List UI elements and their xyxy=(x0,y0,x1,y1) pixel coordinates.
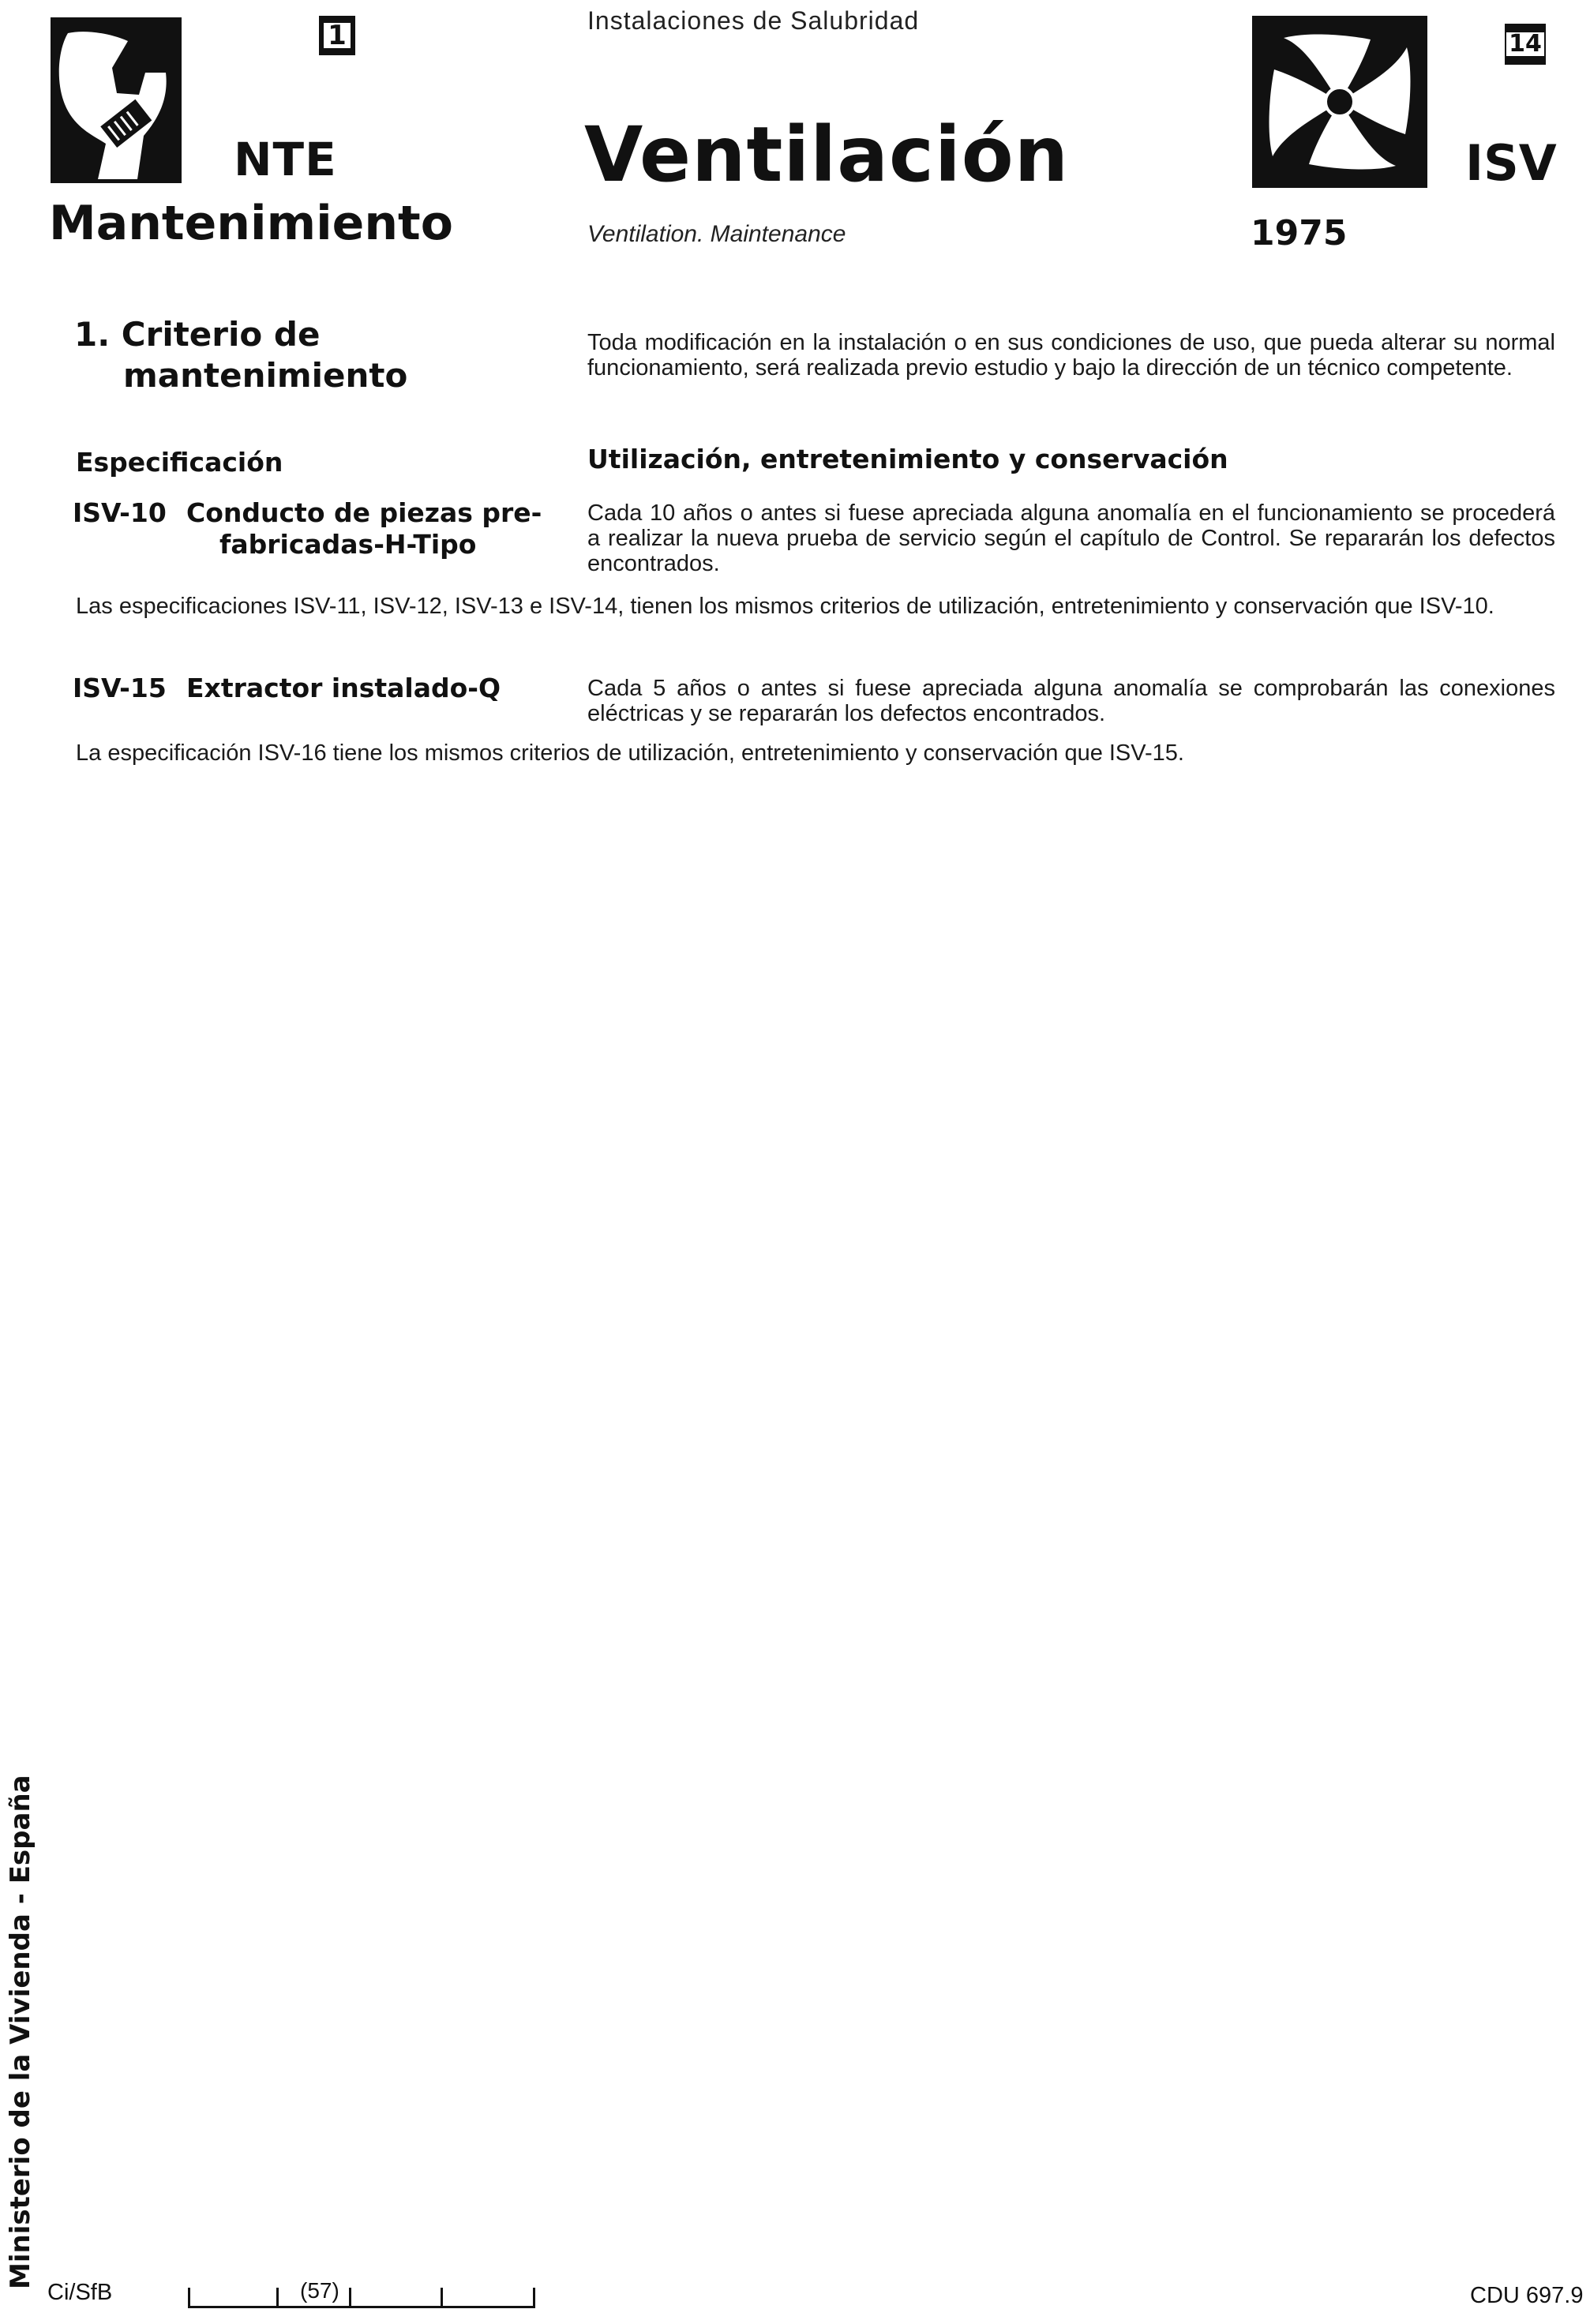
spec-code-isv15: ISV-15 xyxy=(73,673,167,703)
utilizacion-heading: Utilización, entretenimiento y conservación xyxy=(587,444,1228,474)
cdu-code: CDU 697.9 xyxy=(1470,2283,1584,2308)
scale-tick xyxy=(276,2288,279,2308)
standard-code: ISV xyxy=(1465,134,1557,192)
intro-paragraph: Toda modificación en la instalación o en sus condiciones de uso, que pueda alterar su normal funcionamiento, será realizada previo estudio y bajo la dirección de un técnico competente. xyxy=(587,330,1555,380)
nte-label: NTE xyxy=(234,133,337,186)
scale-tick xyxy=(188,2288,190,2308)
spec-text-isv10: Cada 10 años o antes si fuese apreciada alguna anomalía en el funcionamiento se procederá a realizar la nueva prueba de servicio según el capítulo de Control. Se repararán los defectos encontrados. xyxy=(587,500,1555,576)
spec-code-isv10: ISV-10 xyxy=(73,497,167,528)
note-isv16: La especificación ISV-16 tiene los mismos criterios de utilización, entretenimiento y conservación que ISV-15. xyxy=(76,740,1184,766)
spec-text-isv15: Cada 5 años o antes si fuese apreciada alguna anomalía se comprobarán las conexiones eléctricas y se repararán los defectos encontrados. xyxy=(587,676,1555,726)
spec-name-line2: fabricadas-H-Tipo xyxy=(219,529,477,560)
page-subtitle: Ventilation. Maintenance xyxy=(587,221,846,247)
cisfb-number: (57) xyxy=(300,2278,339,2303)
category-label: Mantenimiento xyxy=(49,196,453,251)
section-title xyxy=(74,314,407,396)
scale-tick xyxy=(349,2288,351,2308)
supertitle: Instalaciones de Salubridad xyxy=(587,6,920,35)
part-badge: 1 xyxy=(319,16,355,55)
scale-tick xyxy=(441,2288,443,2308)
fan-icon xyxy=(1252,16,1427,188)
spec-name-isv10 xyxy=(186,497,542,560)
scale-tick xyxy=(533,2288,535,2308)
especificacion-heading: Especificación xyxy=(76,447,283,478)
year: 1975 xyxy=(1251,213,1348,253)
ministry-text: Ministerio de la Vivienda - España xyxy=(5,1775,36,2289)
ministry-vertical-label xyxy=(0,1776,47,2289)
section-title-line2: mantenimiento xyxy=(123,356,408,395)
spec-name-isv15: Extractor instalado-Q xyxy=(186,673,501,703)
wrench-icon xyxy=(51,17,182,183)
page-title: Ventilación xyxy=(584,111,1070,199)
scale-baseline xyxy=(188,2306,535,2308)
chapter-badge: 14 xyxy=(1505,24,1546,65)
cisfb-label: Ci/SfB xyxy=(47,2280,113,2305)
spec-name-line1: Conducto de piezas pre- xyxy=(186,497,542,528)
cisfb-classification-boxes xyxy=(188,2272,535,2311)
note-isv11-14: Las especificaciones ISV-11, ISV-12, ISV-13 e ISV-14, tienen los mismos criterios de utilización, entretenimiento y conservación que ISV-10. xyxy=(76,594,1494,619)
section-title-line1: 1. Criterio de xyxy=(74,315,321,354)
